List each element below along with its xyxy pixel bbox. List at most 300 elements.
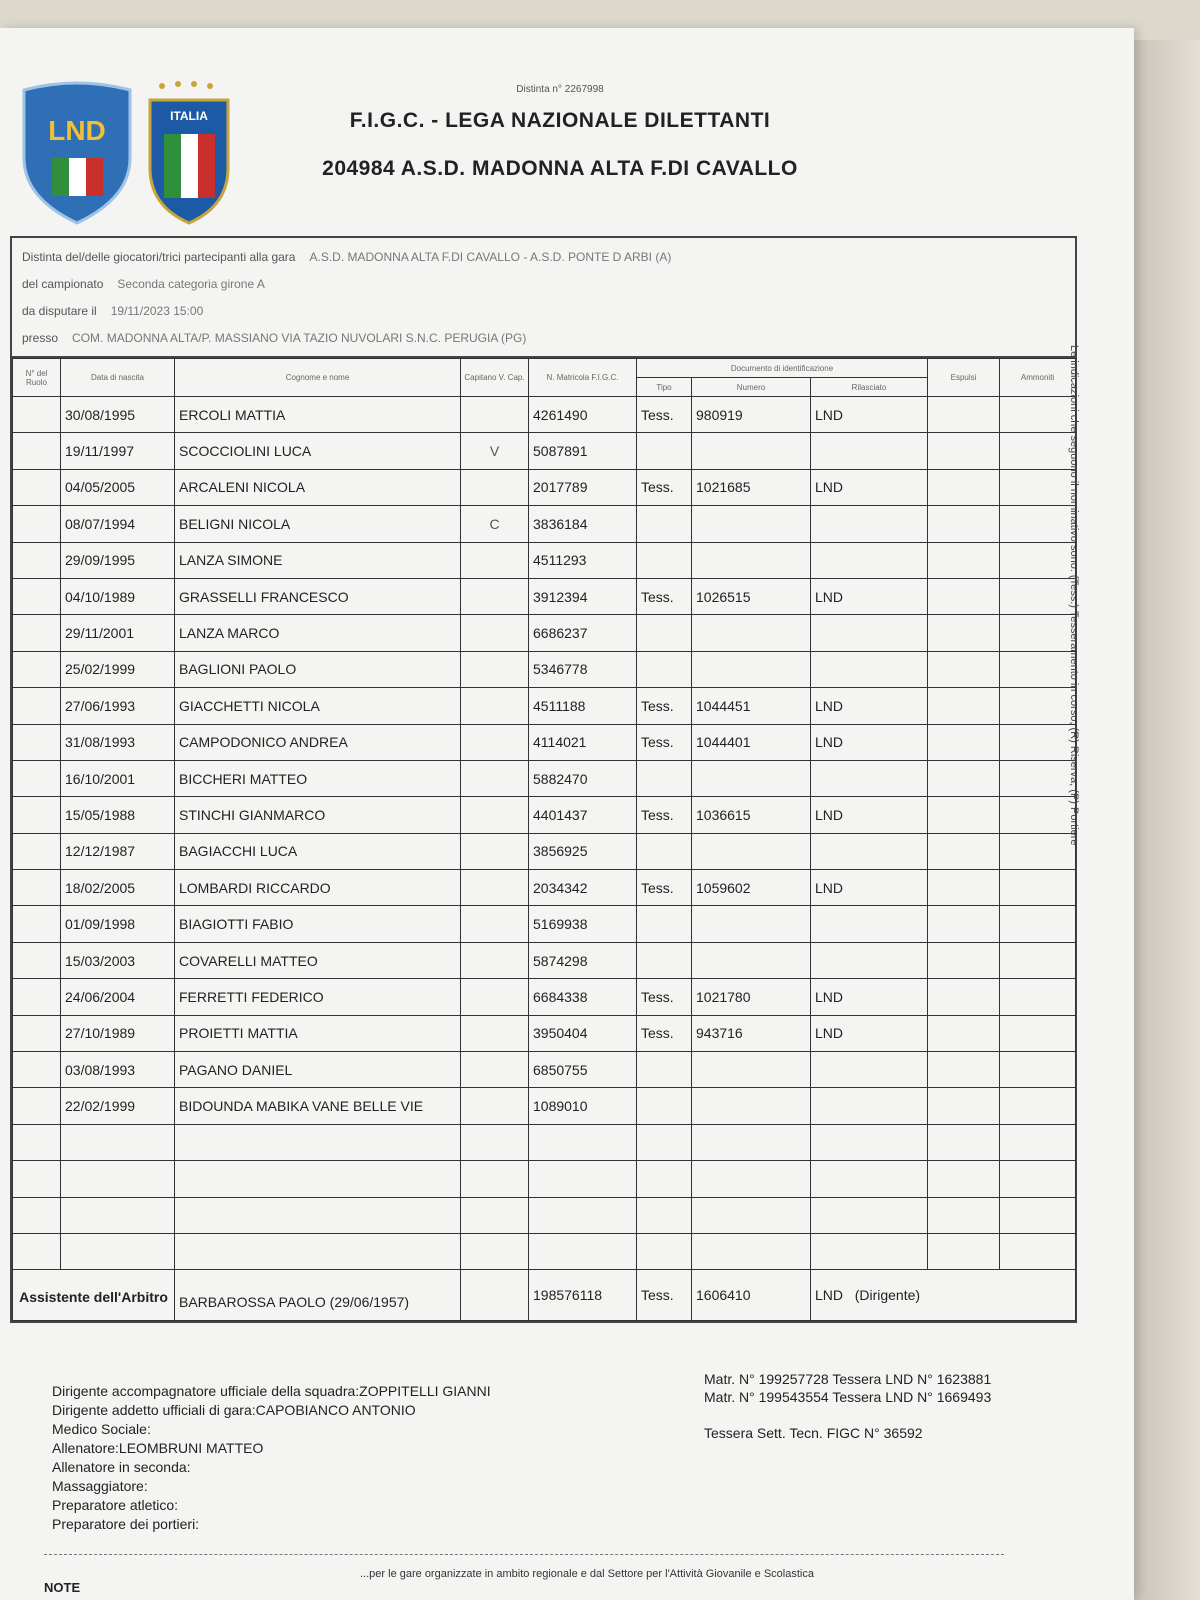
- col-espulsi: Espulsi: [928, 359, 1000, 397]
- empty-cell: [1000, 1197, 1076, 1233]
- venue: COM. MADONNA ALTA/P. MASSIANO VIA TAZIO NUVOLARI S.N.C. PERUGIA (PG): [72, 331, 527, 345]
- cell-numero: 1021685: [692, 469, 811, 505]
- cell-tipo: [637, 1088, 692, 1124]
- cell-tipo: Tess.: [637, 1015, 692, 1051]
- cell-capitano: [461, 833, 529, 869]
- cell-nome: BAGIACCHI LUCA: [175, 833, 461, 869]
- cell-matricola: 4511293: [529, 542, 637, 578]
- lnd-logo-text: LND: [48, 115, 106, 146]
- cell-ruolo: [13, 906, 61, 942]
- cell-nome: BICCHERI MATTEO: [175, 760, 461, 796]
- dirigente-accompagnatore: Dirigente accompagnatore ufficiale della squadra:ZOPPITELLI GIANNI: [52, 1383, 491, 1399]
- empty-cell: [692, 1197, 811, 1233]
- cell-nascita: 24/06/2004: [61, 979, 175, 1015]
- empty-cell: [529, 1124, 637, 1160]
- cell-matricola: 5346778: [529, 651, 637, 687]
- cell-nascita: 29/09/1995: [61, 542, 175, 578]
- cell-tipo: Tess.: [637, 578, 692, 614]
- cell-nascita: 15/03/2003: [61, 942, 175, 978]
- table-row: [13, 506, 1076, 542]
- col-tipo: Tipo: [637, 378, 692, 397]
- cell-rilasciato: [811, 1052, 928, 1088]
- cell-matricola: 6850755: [529, 1052, 637, 1088]
- cell-espulsi: [928, 688, 1000, 724]
- empty-cell: [1000, 1124, 1076, 1160]
- col-nascita: Data di nascita: [61, 359, 175, 397]
- match-info: [12, 238, 1075, 358]
- cell-ruolo: [13, 397, 61, 433]
- cell-espulsi: [928, 506, 1000, 542]
- cell-tipo: [637, 433, 692, 469]
- cell-numero: 943716: [692, 1015, 811, 1051]
- empty-cell: [61, 1233, 175, 1269]
- assistente-role: (Dirigente): [854, 1287, 921, 1304]
- cell-rilasciato: LND: [811, 797, 928, 833]
- cell-nascita: 16/10/2001: [61, 760, 175, 796]
- table-row: [13, 979, 1076, 1015]
- players-table: [12, 358, 1076, 1321]
- cell-capitano: [461, 724, 529, 760]
- table-row: [13, 906, 1076, 942]
- cell-ruolo: [13, 651, 61, 687]
- cell-nascita: 04/10/1989: [61, 578, 175, 614]
- cell-numero: [692, 942, 811, 978]
- cell-rilasciato: LND: [811, 724, 928, 760]
- empty-cell: [529, 1233, 637, 1269]
- table-row: [13, 688, 1076, 724]
- cell-ammoniti: [1000, 578, 1076, 614]
- cell-capitano: [461, 1052, 529, 1088]
- massaggiatore: Massaggiatore:: [52, 1478, 148, 1494]
- cell-nascita: 29/11/2001: [61, 615, 175, 651]
- lega-title: F.I.G.C. - LEGA NAZIONALE DILETTANTI: [349, 109, 771, 132]
- cell-numero: [692, 906, 811, 942]
- cell-espulsi: [928, 724, 1000, 760]
- cell-espulsi: [928, 578, 1000, 614]
- cell-rilasciato: LND: [811, 1015, 928, 1051]
- cell-tipo: Tess.: [637, 688, 692, 724]
- cell-ammoniti: [1000, 506, 1076, 542]
- cell-capitano: [461, 979, 529, 1015]
- cell-ammoniti: [1000, 688, 1076, 724]
- cell-espulsi: [928, 1052, 1000, 1088]
- cell-matricola: 3912394: [529, 578, 637, 614]
- cell-nome: CAMPODONICO ANDREA: [175, 724, 461, 760]
- cell-capitano: V: [461, 433, 529, 469]
- cell-ruolo: [13, 578, 61, 614]
- cell-matricola: 2017789: [529, 469, 637, 505]
- matricola-1: Matr. N° 199257728 Tessera LND N° 1623881: [704, 1371, 992, 1387]
- cell-espulsi: [928, 651, 1000, 687]
- cell-numero: 1044401: [692, 724, 811, 760]
- cell-matricola: 4114021: [529, 724, 637, 760]
- cell-capitano: [461, 797, 529, 833]
- cell-capitano: [461, 1015, 529, 1051]
- figc-italia-logo: [150, 81, 228, 223]
- col-nome: Cognome e nome: [175, 359, 461, 397]
- table-row: [13, 724, 1076, 760]
- cell-nascita: 18/02/2005: [61, 870, 175, 906]
- table-header-row: [13, 359, 1076, 378]
- cell-nascita: 31/08/1993: [61, 724, 175, 760]
- cell-ruolo: [13, 833, 61, 869]
- cell-numero: [692, 651, 811, 687]
- note-divider: [44, 1554, 1004, 1555]
- table-row: [13, 760, 1076, 796]
- assistente-tipo: Tess.: [637, 1270, 692, 1320]
- cell-nascita: 08/07/1994: [61, 506, 175, 542]
- cell-rilasciato: [811, 542, 928, 578]
- empty-cell: [13, 1161, 61, 1197]
- cell-nascita: 22/02/1999: [61, 1088, 175, 1124]
- cell-tipo: [637, 760, 692, 796]
- cell-numero: [692, 542, 811, 578]
- cell-nome: ERCOLI MATTIA: [175, 397, 461, 433]
- empty-cell: [928, 1197, 1000, 1233]
- assistant-body: [13, 1270, 1076, 1320]
- empty-cell: [1000, 1161, 1076, 1197]
- col-ammoniti: Ammoniti: [1000, 359, 1076, 397]
- cell-espulsi: [928, 833, 1000, 869]
- cell-nome: LOMBARDI RICCARDO: [175, 870, 461, 906]
- empty-cell: [61, 1161, 175, 1197]
- assistente-ril-value: LND: [815, 1287, 844, 1304]
- table-row: [13, 615, 1076, 651]
- roster-frame: [10, 236, 1077, 1323]
- footer-text: ...per le gare organizzate in ambito regionale e dal Settore per l'Attività Giovanile e Scolastica: [360, 1568, 814, 1580]
- col-documento: Documento di identificazione: [637, 359, 928, 378]
- cell-numero: 1036615: [692, 797, 811, 833]
- cell-nome: BAGLIONI PAOLO: [175, 651, 461, 687]
- cell-nascita: 27/06/1993: [61, 688, 175, 724]
- cell-nome: FERRETTI FEDERICO: [175, 979, 461, 1015]
- empty-cell: [61, 1197, 175, 1233]
- cell-nome: LANZA MARCO: [175, 615, 461, 651]
- cell-ruolo: [13, 979, 61, 1015]
- table-row: [13, 1015, 1076, 1051]
- cell-ammoniti: [1000, 760, 1076, 796]
- table-row: [13, 578, 1076, 614]
- cell-numero: [692, 615, 811, 651]
- cell-tipo: Tess.: [637, 797, 692, 833]
- cell-tipo: [637, 542, 692, 578]
- document-header: [280, 84, 840, 181]
- cell-matricola: 5874298: [529, 942, 637, 978]
- cell-nome: BIAGIOTTI FABIO: [175, 906, 461, 942]
- cell-tipo: [637, 615, 692, 651]
- empty-cell: [637, 1197, 692, 1233]
- empty-cell: [811, 1161, 928, 1197]
- cell-ruolo: [13, 1015, 61, 1051]
- staff-list: [52, 1382, 672, 1534]
- empty-cell: [13, 1197, 61, 1233]
- empty-cell: [811, 1233, 928, 1269]
- cell-nome: BIDOUNDA MABIKA VANE BELLE VIE: [175, 1088, 461, 1124]
- cell-nome: BELIGNI NICOLA: [175, 506, 461, 542]
- cell-espulsi: [928, 906, 1000, 942]
- cell-matricola: 6684338: [529, 979, 637, 1015]
- empty-cell: [175, 1233, 461, 1269]
- italia-logo-text: ITALIA: [170, 109, 208, 123]
- cell-ruolo: [13, 942, 61, 978]
- table-row: [13, 469, 1076, 505]
- protocol-number: Distinta n° 2267998: [516, 84, 604, 95]
- cell-ruolo: [13, 615, 61, 651]
- cell-numero: 1059602: [692, 870, 811, 906]
- cell-tipo: Tess.: [637, 979, 692, 1015]
- empty-cell: [1000, 1233, 1076, 1269]
- cell-rilasciato: [811, 1088, 928, 1124]
- empty-cell: [529, 1197, 637, 1233]
- cell-matricola: 2034342: [529, 870, 637, 906]
- cell-numero: [692, 506, 811, 542]
- cell-matricola: 3856925: [529, 833, 637, 869]
- cell-nascita: 12/12/1987: [61, 833, 175, 869]
- assistente-doc: 1606410: [692, 1270, 811, 1320]
- cell-ammoniti: [1000, 724, 1076, 760]
- cell-ruolo: [13, 1088, 61, 1124]
- allenatore: Allenatore:LEOMBRUNI MATTEO: [52, 1440, 264, 1456]
- empty-row: [13, 1161, 1076, 1197]
- cell-numero: 1026515: [692, 578, 811, 614]
- cell-tipo: [637, 833, 692, 869]
- cell-rilasciato: [811, 906, 928, 942]
- staff-registrations: [704, 1370, 1044, 1442]
- cell-rilasciato: LND: [811, 578, 928, 614]
- cell-rilasciato: LND: [811, 688, 928, 724]
- col-numero: Numero: [692, 378, 811, 397]
- match-date: 19/11/2023 15:00: [110, 304, 204, 318]
- empty-cell: [811, 1124, 928, 1160]
- empty-cell: [637, 1233, 692, 1269]
- empty-cell: [811, 1197, 928, 1233]
- cell-matricola: 3836184: [529, 506, 637, 542]
- assistente-label: Assistente dell'Arbitro: [13, 1270, 175, 1320]
- cell-espulsi: [928, 979, 1000, 1015]
- cell-rilasciato: [811, 651, 928, 687]
- cell-espulsi: [928, 1088, 1000, 1124]
- table-row: [13, 651, 1076, 687]
- cell-rilasciato: LND: [811, 469, 928, 505]
- cell-matricola: 5169938: [529, 906, 637, 942]
- cell-capitano: [461, 615, 529, 651]
- col-matricola: N. Matricola F.I.G.C.: [529, 359, 637, 397]
- table-row: [13, 942, 1076, 978]
- empty-row: [13, 1197, 1076, 1233]
- cell-ammoniti: [1000, 906, 1076, 942]
- cell-matricola: 4261490: [529, 397, 637, 433]
- cell-numero: [692, 433, 811, 469]
- allenatore-seconda: Allenatore in seconda:: [52, 1459, 191, 1475]
- cell-tipo: [637, 651, 692, 687]
- cell-ammoniti: [1000, 979, 1076, 1015]
- cell-nome: ARCALENI NICOLA: [175, 469, 461, 505]
- cell-rilasciato: [811, 833, 928, 869]
- preparatore-portieri: Preparatore dei portieri:: [52, 1516, 200, 1532]
- medico-sociale: Medico Sociale:: [52, 1421, 151, 1437]
- empty-cell: [637, 1124, 692, 1160]
- cell-capitano: [461, 578, 529, 614]
- cell-nome: PROIETTI MATTIA: [175, 1015, 461, 1051]
- cell-rilasciato: LND: [811, 870, 928, 906]
- cell-rilasciato: [811, 506, 928, 542]
- empty-cell: [928, 1161, 1000, 1197]
- cell-capitano: [461, 651, 529, 687]
- presso-label: presso: [22, 331, 59, 345]
- cell-numero: [692, 760, 811, 796]
- cell-espulsi: [928, 615, 1000, 651]
- dirigente-addetto: Dirigente addetto ufficiali di gara:CAPOBIANCO ANTONIO: [52, 1402, 416, 1418]
- col-ruolo: N° del Ruolo: [13, 359, 61, 397]
- cell-ruolo: [13, 469, 61, 505]
- cell-ruolo: [13, 797, 61, 833]
- cell-numero: [692, 1052, 811, 1088]
- cell-capitano: [461, 688, 529, 724]
- table-row: [13, 397, 1076, 433]
- empty-row: [13, 1233, 1076, 1269]
- cell-rilasciato: [811, 433, 928, 469]
- empty-cell: [61, 1124, 175, 1160]
- data-label: da disputare il: [22, 304, 97, 318]
- empty-cell: [637, 1161, 692, 1197]
- cell-matricola: 5882470: [529, 760, 637, 796]
- empty-cell: [928, 1233, 1000, 1269]
- cell-nome: LANZA SIMONE: [175, 542, 461, 578]
- cell-ammoniti: [1000, 833, 1076, 869]
- note-label: NOTE: [44, 1580, 81, 1595]
- cell-matricola: 3950404: [529, 1015, 637, 1051]
- cell-nascita: 15/05/1988: [61, 797, 175, 833]
- assistente-name: BARBAROSSA PAOLO (29/06/1957): [175, 1270, 461, 1320]
- cell-ammoniti: [1000, 469, 1076, 505]
- matricola-2: Matr. N° 199543554 Tessera LND N° 1669493: [704, 1389, 992, 1405]
- cell-numero: 1044451: [692, 688, 811, 724]
- cell-ruolo: [13, 433, 61, 469]
- empty-cell: [175, 1124, 461, 1160]
- cell-nascita: 04/05/2005: [61, 469, 175, 505]
- cell-espulsi: [928, 942, 1000, 978]
- cell-ruolo: [13, 1052, 61, 1088]
- cell-tipo: Tess.: [637, 397, 692, 433]
- empty-cell: [692, 1161, 811, 1197]
- cell-nascita: 19/11/1997: [61, 433, 175, 469]
- cell-capitano: [461, 760, 529, 796]
- players-body: [13, 397, 1076, 1270]
- cell-espulsi: [928, 797, 1000, 833]
- cell-tipo: Tess.: [637, 724, 692, 760]
- cell-ammoniti: [1000, 1088, 1076, 1124]
- cell-numero: 980919: [692, 397, 811, 433]
- cell-nascita: 03/08/1993: [61, 1052, 175, 1088]
- cell-nascita: 30/08/1995: [61, 397, 175, 433]
- cell-tipo: [637, 506, 692, 542]
- cell-numero: [692, 1088, 811, 1124]
- empty-cell: [692, 1233, 811, 1269]
- table-row: [13, 870, 1076, 906]
- lnd-logo: [24, 83, 130, 223]
- background-surface: [1134, 40, 1200, 1600]
- cell-espulsi: [928, 397, 1000, 433]
- cell-tipo: Tess.: [637, 870, 692, 906]
- cell-matricola: 6686237: [529, 615, 637, 651]
- cell-ammoniti: [1000, 433, 1076, 469]
- cell-ammoniti: [1000, 1015, 1076, 1051]
- preparatore-atletico: Preparatore atletico:: [52, 1497, 179, 1513]
- table-row: [13, 833, 1076, 869]
- empty-cell: [175, 1161, 461, 1197]
- assistente-cap: [461, 1270, 529, 1320]
- cell-matricola: 5087891: [529, 433, 637, 469]
- empty-cell: [461, 1197, 529, 1233]
- cell-nome: COVARELLI MATTEO: [175, 942, 461, 978]
- table-row: [13, 797, 1076, 833]
- cell-ammoniti: [1000, 542, 1076, 578]
- cell-rilasciato: [811, 760, 928, 796]
- cell-ruolo: [13, 506, 61, 542]
- cell-matricola: 1089010: [529, 1088, 637, 1124]
- cell-rilasciato: LND: [811, 979, 928, 1015]
- cell-rilasciato: [811, 615, 928, 651]
- societa-title: 204984 A.S.D. MADONNA ALTA F.DI CAVALLO: [322, 157, 798, 180]
- cell-ammoniti: [1000, 870, 1076, 906]
- cell-capitano: [461, 942, 529, 978]
- cell-tipo: [637, 906, 692, 942]
- cell-ruolo: [13, 870, 61, 906]
- cell-nascita: 25/02/1999: [61, 651, 175, 687]
- empty-row: [13, 1124, 1076, 1160]
- cell-espulsi: [928, 1015, 1000, 1051]
- cell-ruolo: [13, 760, 61, 796]
- empty-cell: [529, 1161, 637, 1197]
- assistente-num: 198576118: [529, 1270, 637, 1320]
- empty-cell: [13, 1124, 61, 1160]
- table-row: [13, 1052, 1076, 1088]
- cell-ammoniti: [1000, 942, 1076, 978]
- campionato-value: Seconda categoria girone A: [117, 277, 265, 291]
- cell-ammoniti: [1000, 1052, 1076, 1088]
- cell-numero: [692, 833, 811, 869]
- cell-tipo: [637, 1052, 692, 1088]
- match-teams: A.S.D. MADONNA ALTA F.DI CAVALLO - A.S.D. PONTE D ARBI (A): [309, 250, 672, 264]
- cell-capitano: [461, 906, 529, 942]
- table-row: [13, 542, 1076, 578]
- cell-nome: STINCHI GIANMARCO: [175, 797, 461, 833]
- cell-espulsi: [928, 433, 1000, 469]
- empty-cell: [461, 1124, 529, 1160]
- cell-capitano: C: [461, 506, 529, 542]
- cell-matricola: 4511188: [529, 688, 637, 724]
- cell-ruolo: [13, 724, 61, 760]
- table-row: [13, 1088, 1076, 1124]
- cell-espulsi: [928, 469, 1000, 505]
- cell-capitano: [461, 542, 529, 578]
- cell-ammoniti: [1000, 397, 1076, 433]
- cell-tipo: [637, 942, 692, 978]
- cell-capitano: [461, 870, 529, 906]
- empty-cell: [461, 1161, 529, 1197]
- cell-nascita: 27/10/1989: [61, 1015, 175, 1051]
- cell-rilasciato: LND: [811, 397, 928, 433]
- side-note: Le indicazioni che seguono il nominativo sono: (Tess.) Tesseramento in corso, (R) Riserva, (P) Portiere: [1068, 345, 1080, 846]
- assistente-ril: [811, 1270, 1076, 1320]
- empty-cell: [692, 1124, 811, 1160]
- cell-tipo: Tess.: [637, 469, 692, 505]
- col-capitano: Capitano V. Cap.: [461, 359, 529, 397]
- cell-ammoniti: [1000, 615, 1076, 651]
- cell-espulsi: [928, 870, 1000, 906]
- empty-cell: [928, 1124, 1000, 1160]
- cell-ammoniti: [1000, 797, 1076, 833]
